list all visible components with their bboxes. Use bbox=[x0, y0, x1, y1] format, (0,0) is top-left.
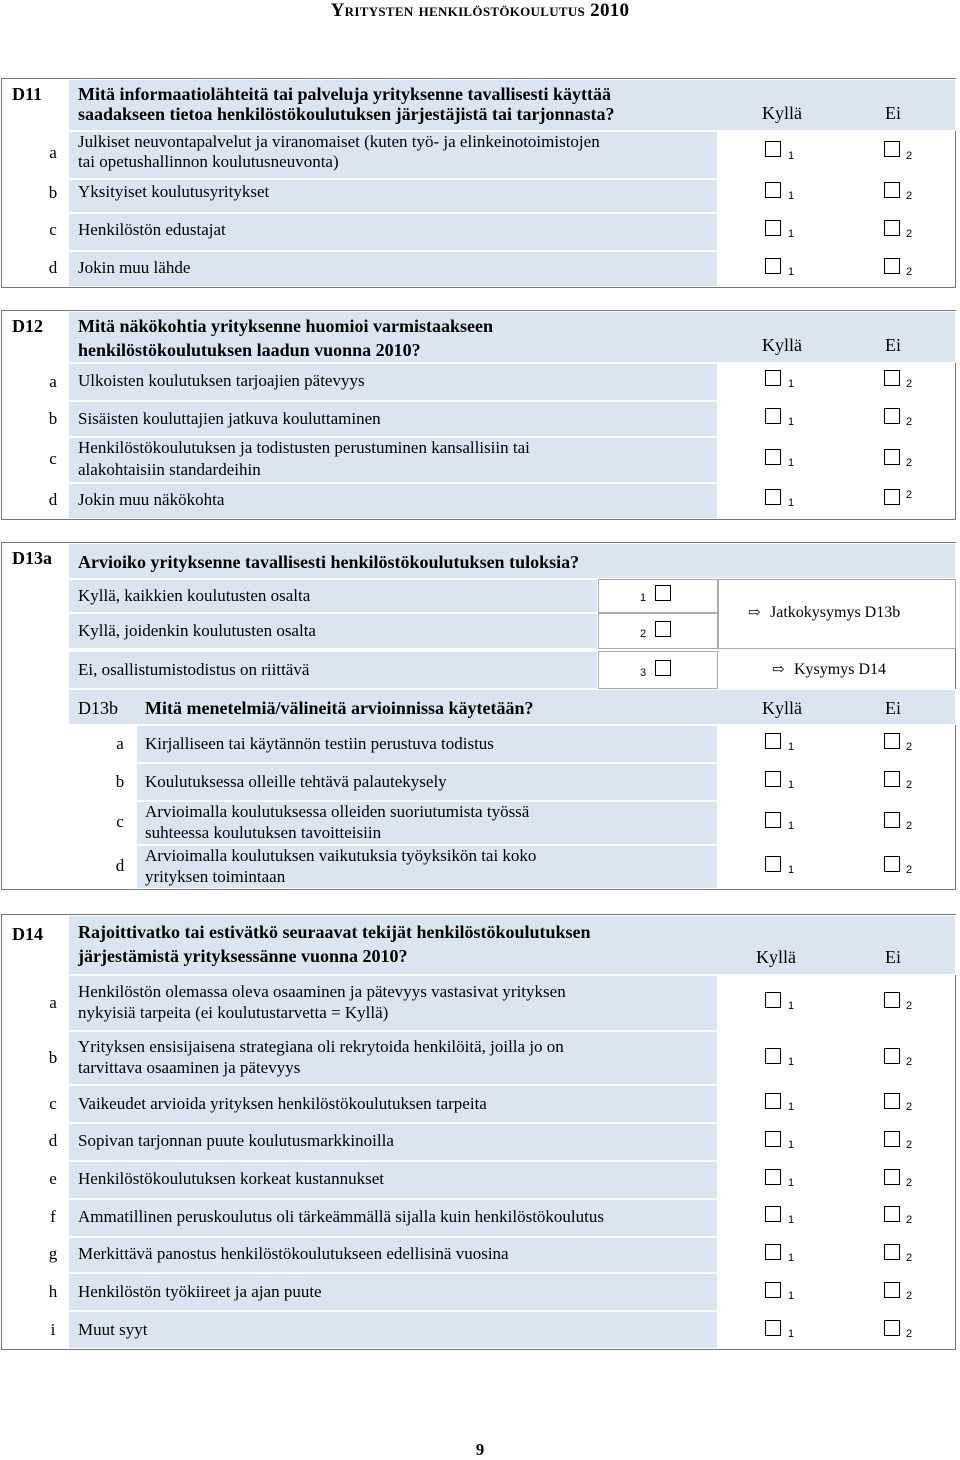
no-checkbox[interactable] bbox=[884, 856, 900, 872]
no-header: Ei bbox=[885, 947, 901, 967]
jump-prefix: Kysymys bbox=[794, 661, 859, 678]
code-1: 1 bbox=[788, 266, 795, 278]
code-2: 2 bbox=[906, 1214, 913, 1226]
item-text: Vaikeudet arvioida yrityksen henkilöstökoulutuksen tarpeita bbox=[78, 1094, 487, 1113]
arrow-right-icon: ⇨ bbox=[772, 662, 785, 678]
yes-checkbox[interactable] bbox=[765, 141, 781, 157]
yes-checkbox[interactable] bbox=[765, 992, 781, 1008]
item-text: Henkilöstön olemassa oleva osaaminen ja pätevyys vastasivat yrityksen bbox=[78, 982, 566, 1001]
question-text: järjestämistä yrityksessänne vuonna 2010? bbox=[78, 946, 408, 966]
item-text: nykyisiä tarpeita (ei koulutustarvetta = Kyllä) bbox=[78, 1003, 389, 1022]
question-text: saadakseen tietoa henkilöstökoulutuksen järjestäjistä tai tarjonnasta? bbox=[78, 104, 615, 124]
item-letter: b bbox=[48, 409, 58, 428]
yes-header: Kyllä bbox=[762, 698, 802, 718]
option-checkbox[interactable] bbox=[655, 621, 671, 637]
no-checkbox[interactable] bbox=[884, 449, 900, 465]
item-text: tai opetushallinnon koulutusneuvonta) bbox=[78, 152, 339, 171]
item-text: Muut syyt bbox=[78, 1320, 148, 1339]
question-id: D13a bbox=[12, 548, 52, 568]
item-text: Arvioimalla koulutuksessa olleiden suoriutumista työssä bbox=[145, 802, 530, 821]
question-text: Mitä menetelmiä/välineitä arvioinnissa käytetään? bbox=[145, 698, 534, 718]
code-2: 2 bbox=[906, 820, 913, 832]
code-2: 2 bbox=[906, 1328, 913, 1340]
yes-checkbox[interactable] bbox=[765, 856, 781, 872]
code-2: 2 bbox=[906, 1252, 913, 1264]
option-label: Ei, osallistumistodistus on riittävä bbox=[78, 660, 310, 679]
question-id: D13b bbox=[78, 698, 118, 718]
code-2: 2 bbox=[906, 1290, 913, 1302]
yes-checkbox[interactable] bbox=[765, 182, 781, 198]
no-header: Ei bbox=[885, 335, 901, 355]
code-2: 2 bbox=[906, 150, 913, 162]
code-1: 1 bbox=[788, 150, 795, 162]
item-letter: a bbox=[116, 734, 124, 753]
question-text: Mitä informaatiolähteitä tai palveluja yrityksenne tavallisesti käyttää bbox=[78, 84, 611, 104]
code-2: 2 bbox=[906, 228, 913, 240]
item-letter: d bbox=[115, 856, 125, 875]
code-2: 2 bbox=[906, 1056, 913, 1068]
code-1: 1 bbox=[788, 378, 795, 390]
code-1: 1 bbox=[788, 1252, 795, 1264]
code-1: 1 bbox=[788, 228, 795, 240]
yes-checkbox[interactable] bbox=[765, 812, 781, 828]
item-text: Henkilöstön edustajat bbox=[78, 220, 226, 239]
no-checkbox[interactable] bbox=[884, 408, 900, 424]
item-letter: d bbox=[48, 258, 58, 277]
item-letter: a bbox=[49, 372, 57, 391]
no-checkbox[interactable] bbox=[884, 812, 900, 828]
question-text: Mitä näkökohtia yrityksenne huomioi varmistaakseen bbox=[78, 316, 494, 336]
item-letter: c bbox=[49, 1094, 57, 1113]
option-label: Kyllä, kaikkien koulutusten osalta bbox=[78, 586, 311, 605]
code-1: 1 bbox=[788, 497, 795, 509]
no-checkbox[interactable] bbox=[884, 1244, 900, 1260]
jump-target: D14 bbox=[858, 661, 887, 678]
no-checkbox[interactable] bbox=[884, 220, 900, 236]
item-letter: b bbox=[115, 772, 125, 791]
code-1: 1 bbox=[788, 1056, 795, 1068]
page-header bbox=[0, 0, 960, 22]
item-text: Yrityksen ensisijaisena strategiana oli rekrytoida henkilöitä, joilla jo on bbox=[78, 1037, 564, 1056]
code-1: 1 bbox=[788, 779, 795, 791]
item-text: Henkilöstön työkiireet ja ajan puute bbox=[78, 1282, 322, 1301]
no-checkbox[interactable] bbox=[884, 1093, 900, 1109]
yes-checkbox[interactable] bbox=[765, 1320, 781, 1336]
option-checkbox[interactable] bbox=[655, 660, 671, 676]
code-1: 1 bbox=[788, 457, 795, 469]
item-text: yrityksen toimintaan bbox=[145, 867, 286, 886]
item-letter: f bbox=[50, 1207, 56, 1226]
item-letter: b bbox=[48, 1048, 58, 1067]
item-letter: h bbox=[48, 1282, 58, 1301]
code-2: 2 bbox=[906, 741, 913, 753]
code-1: 1 bbox=[788, 1000, 795, 1012]
code-2: 2 bbox=[906, 1177, 913, 1189]
yes-checkbox[interactable] bbox=[765, 771, 781, 787]
yes-header: Kyllä bbox=[762, 103, 802, 123]
code-1: 1 bbox=[788, 864, 795, 876]
question-text: Arvioiko yrityksenne tavallisesti henkilöstökoulutuksen tuloksia? bbox=[78, 552, 580, 572]
item-letter: g bbox=[48, 1244, 58, 1263]
item-text: Yksityiset koulutusyritykset bbox=[78, 182, 270, 201]
yes-header: Kyllä bbox=[756, 947, 796, 967]
jump-target: D13b bbox=[864, 604, 901, 621]
no-checkbox[interactable] bbox=[884, 258, 900, 274]
code-1: 1 bbox=[788, 1214, 795, 1226]
code-1: 1 bbox=[788, 190, 795, 202]
code-2: 2 bbox=[906, 1139, 913, 1151]
arrow-right-icon: ⇨ bbox=[748, 605, 761, 621]
yes-checkbox[interactable] bbox=[765, 489, 781, 505]
yes-header: Kyllä bbox=[762, 335, 802, 355]
code-2: 2 bbox=[906, 864, 913, 876]
yes-checkbox[interactable] bbox=[765, 1093, 781, 1109]
item-letter: d bbox=[48, 1131, 58, 1150]
code-2: 2 bbox=[906, 266, 913, 278]
code-2: 2 bbox=[906, 457, 913, 469]
yes-checkbox[interactable] bbox=[765, 370, 781, 386]
question-text: Rajoittivatko tai estivätkö seuraavat tekijät henkilöstökoulutuksen bbox=[78, 922, 591, 942]
item-letter: e bbox=[49, 1169, 57, 1188]
no-header: Ei bbox=[885, 103, 901, 123]
no-checkbox[interactable] bbox=[884, 1048, 900, 1064]
yes-checkbox[interactable] bbox=[765, 258, 781, 274]
no-checkbox[interactable] bbox=[884, 1320, 900, 1336]
no-checkbox[interactable] bbox=[884, 992, 900, 1008]
item-letter: c bbox=[49, 220, 57, 239]
item-text: Ammatillinen peruskoulutus oli tärkeämmällä sijalla kuin henkilöstökoulutus bbox=[78, 1207, 604, 1226]
item-text: Sopivan tarjonnan puute koulutusmarkkinoilla bbox=[78, 1131, 394, 1150]
no-checkbox[interactable] bbox=[884, 1131, 900, 1147]
no-checkbox[interactable] bbox=[884, 141, 900, 157]
no-checkbox[interactable] bbox=[884, 489, 900, 505]
code-1: 1 bbox=[788, 1101, 795, 1113]
item-letter: d bbox=[48, 490, 58, 509]
yes-checkbox[interactable] bbox=[765, 1206, 781, 1222]
jump-prefix: Jatkokysymys bbox=[770, 604, 865, 621]
no-checkbox[interactable] bbox=[884, 182, 900, 198]
code-1: 1 bbox=[788, 1328, 795, 1340]
no-checkbox[interactable] bbox=[884, 370, 900, 386]
code-1: 1 bbox=[788, 1139, 795, 1151]
item-letter: i bbox=[50, 1320, 56, 1339]
item-text: tarvittava osaaminen ja pätevyys bbox=[78, 1058, 301, 1077]
yes-checkbox[interactable] bbox=[765, 733, 781, 749]
yes-checkbox[interactable] bbox=[765, 220, 781, 236]
yes-checkbox[interactable] bbox=[765, 1169, 781, 1185]
code-1: 1 bbox=[788, 1290, 795, 1302]
code-1: 1 bbox=[788, 416, 795, 428]
question-id: D14 bbox=[12, 924, 43, 944]
item-text: Koulutuksessa olleille tehtävä palautekysely bbox=[145, 772, 447, 791]
option-label: Kyllä, joidenkin koulutusten osalta bbox=[78, 621, 316, 640]
item-text: alakohtaisiin standardeihin bbox=[78, 460, 261, 479]
item-letter: a bbox=[49, 993, 57, 1012]
no-checkbox[interactable] bbox=[884, 733, 900, 749]
code-3: 3 bbox=[640, 667, 647, 679]
code-2: 2 bbox=[906, 416, 913, 428]
item-text: Henkilöstökoulutuksen korkeat kustannukset bbox=[78, 1169, 384, 1188]
no-checkbox[interactable] bbox=[884, 1282, 900, 1298]
yes-checkbox[interactable] bbox=[765, 449, 781, 465]
yes-checkbox[interactable] bbox=[765, 1131, 781, 1147]
code-1: 1 bbox=[788, 741, 795, 753]
yes-checkbox[interactable] bbox=[765, 408, 781, 424]
item-letter: a bbox=[49, 143, 57, 162]
item-text: Merkittävä panostus henkilöstökoulutukseen edellisinä vuosina bbox=[78, 1244, 509, 1263]
header-title: Yritysten henkilöstökoulutus 2010 bbox=[330, 0, 630, 21]
yes-checkbox[interactable] bbox=[765, 1048, 781, 1064]
code-1: 1 bbox=[640, 592, 647, 604]
code-1: 1 bbox=[788, 1177, 795, 1189]
code-2: 2 bbox=[906, 489, 913, 501]
page-number: 9 bbox=[475, 1440, 485, 1459]
item-text: Henkilöstökoulutuksen ja todistusten perustuminen kansallisiin tai bbox=[78, 438, 530, 457]
item-text: Sisäisten kouluttajien jatkuva kouluttaminen bbox=[78, 409, 381, 428]
item-letter: b bbox=[48, 183, 58, 202]
code-2: 2 bbox=[640, 628, 647, 640]
code-2: 2 bbox=[906, 1000, 913, 1012]
question-id: D12 bbox=[12, 316, 43, 336]
no-checkbox[interactable] bbox=[884, 771, 900, 787]
item-text: Arvioimalla koulutuksen vaikutuksia työyksikön tai koko bbox=[145, 846, 537, 865]
question-text: henkilöstökoulutuksen laadun vuonna 2010? bbox=[78, 340, 421, 360]
code-1: 1 bbox=[788, 820, 795, 832]
item-text: Ulkoisten koulutuksen tarjoajien pätevyys bbox=[78, 371, 365, 390]
item-letter: c bbox=[49, 449, 57, 468]
jump-instruction bbox=[794, 660, 886, 680]
item-text: suhteessa koulutuksen tavoitteisiin bbox=[145, 823, 382, 842]
item-letter: c bbox=[116, 812, 124, 831]
item-text: Jokin muu lähde bbox=[78, 258, 191, 277]
no-header: Ei bbox=[885, 698, 901, 718]
item-row bbox=[68, 1311, 718, 1349]
code-2: 2 bbox=[906, 378, 913, 390]
item-text: Jokin muu näkökohta bbox=[78, 490, 225, 509]
yes-checkbox[interactable] bbox=[765, 1244, 781, 1260]
code-2: 2 bbox=[906, 190, 913, 202]
item-text: Julkiset neuvontapalvelut ja viranomaiset (kuten työ- ja elinkeinotoimistojen bbox=[78, 132, 600, 151]
question-id: D11 bbox=[12, 84, 43, 104]
jump-instruction bbox=[770, 603, 900, 623]
item-text: Kirjalliseen tai käytännön testiin perustuva todistus bbox=[145, 734, 494, 753]
yes-checkbox[interactable] bbox=[765, 1282, 781, 1298]
no-checkbox[interactable] bbox=[884, 1169, 900, 1185]
code-2: 2 bbox=[906, 779, 913, 791]
code-2: 2 bbox=[906, 1101, 913, 1113]
option-checkbox[interactable] bbox=[655, 585, 671, 601]
no-checkbox[interactable] bbox=[884, 1206, 900, 1222]
